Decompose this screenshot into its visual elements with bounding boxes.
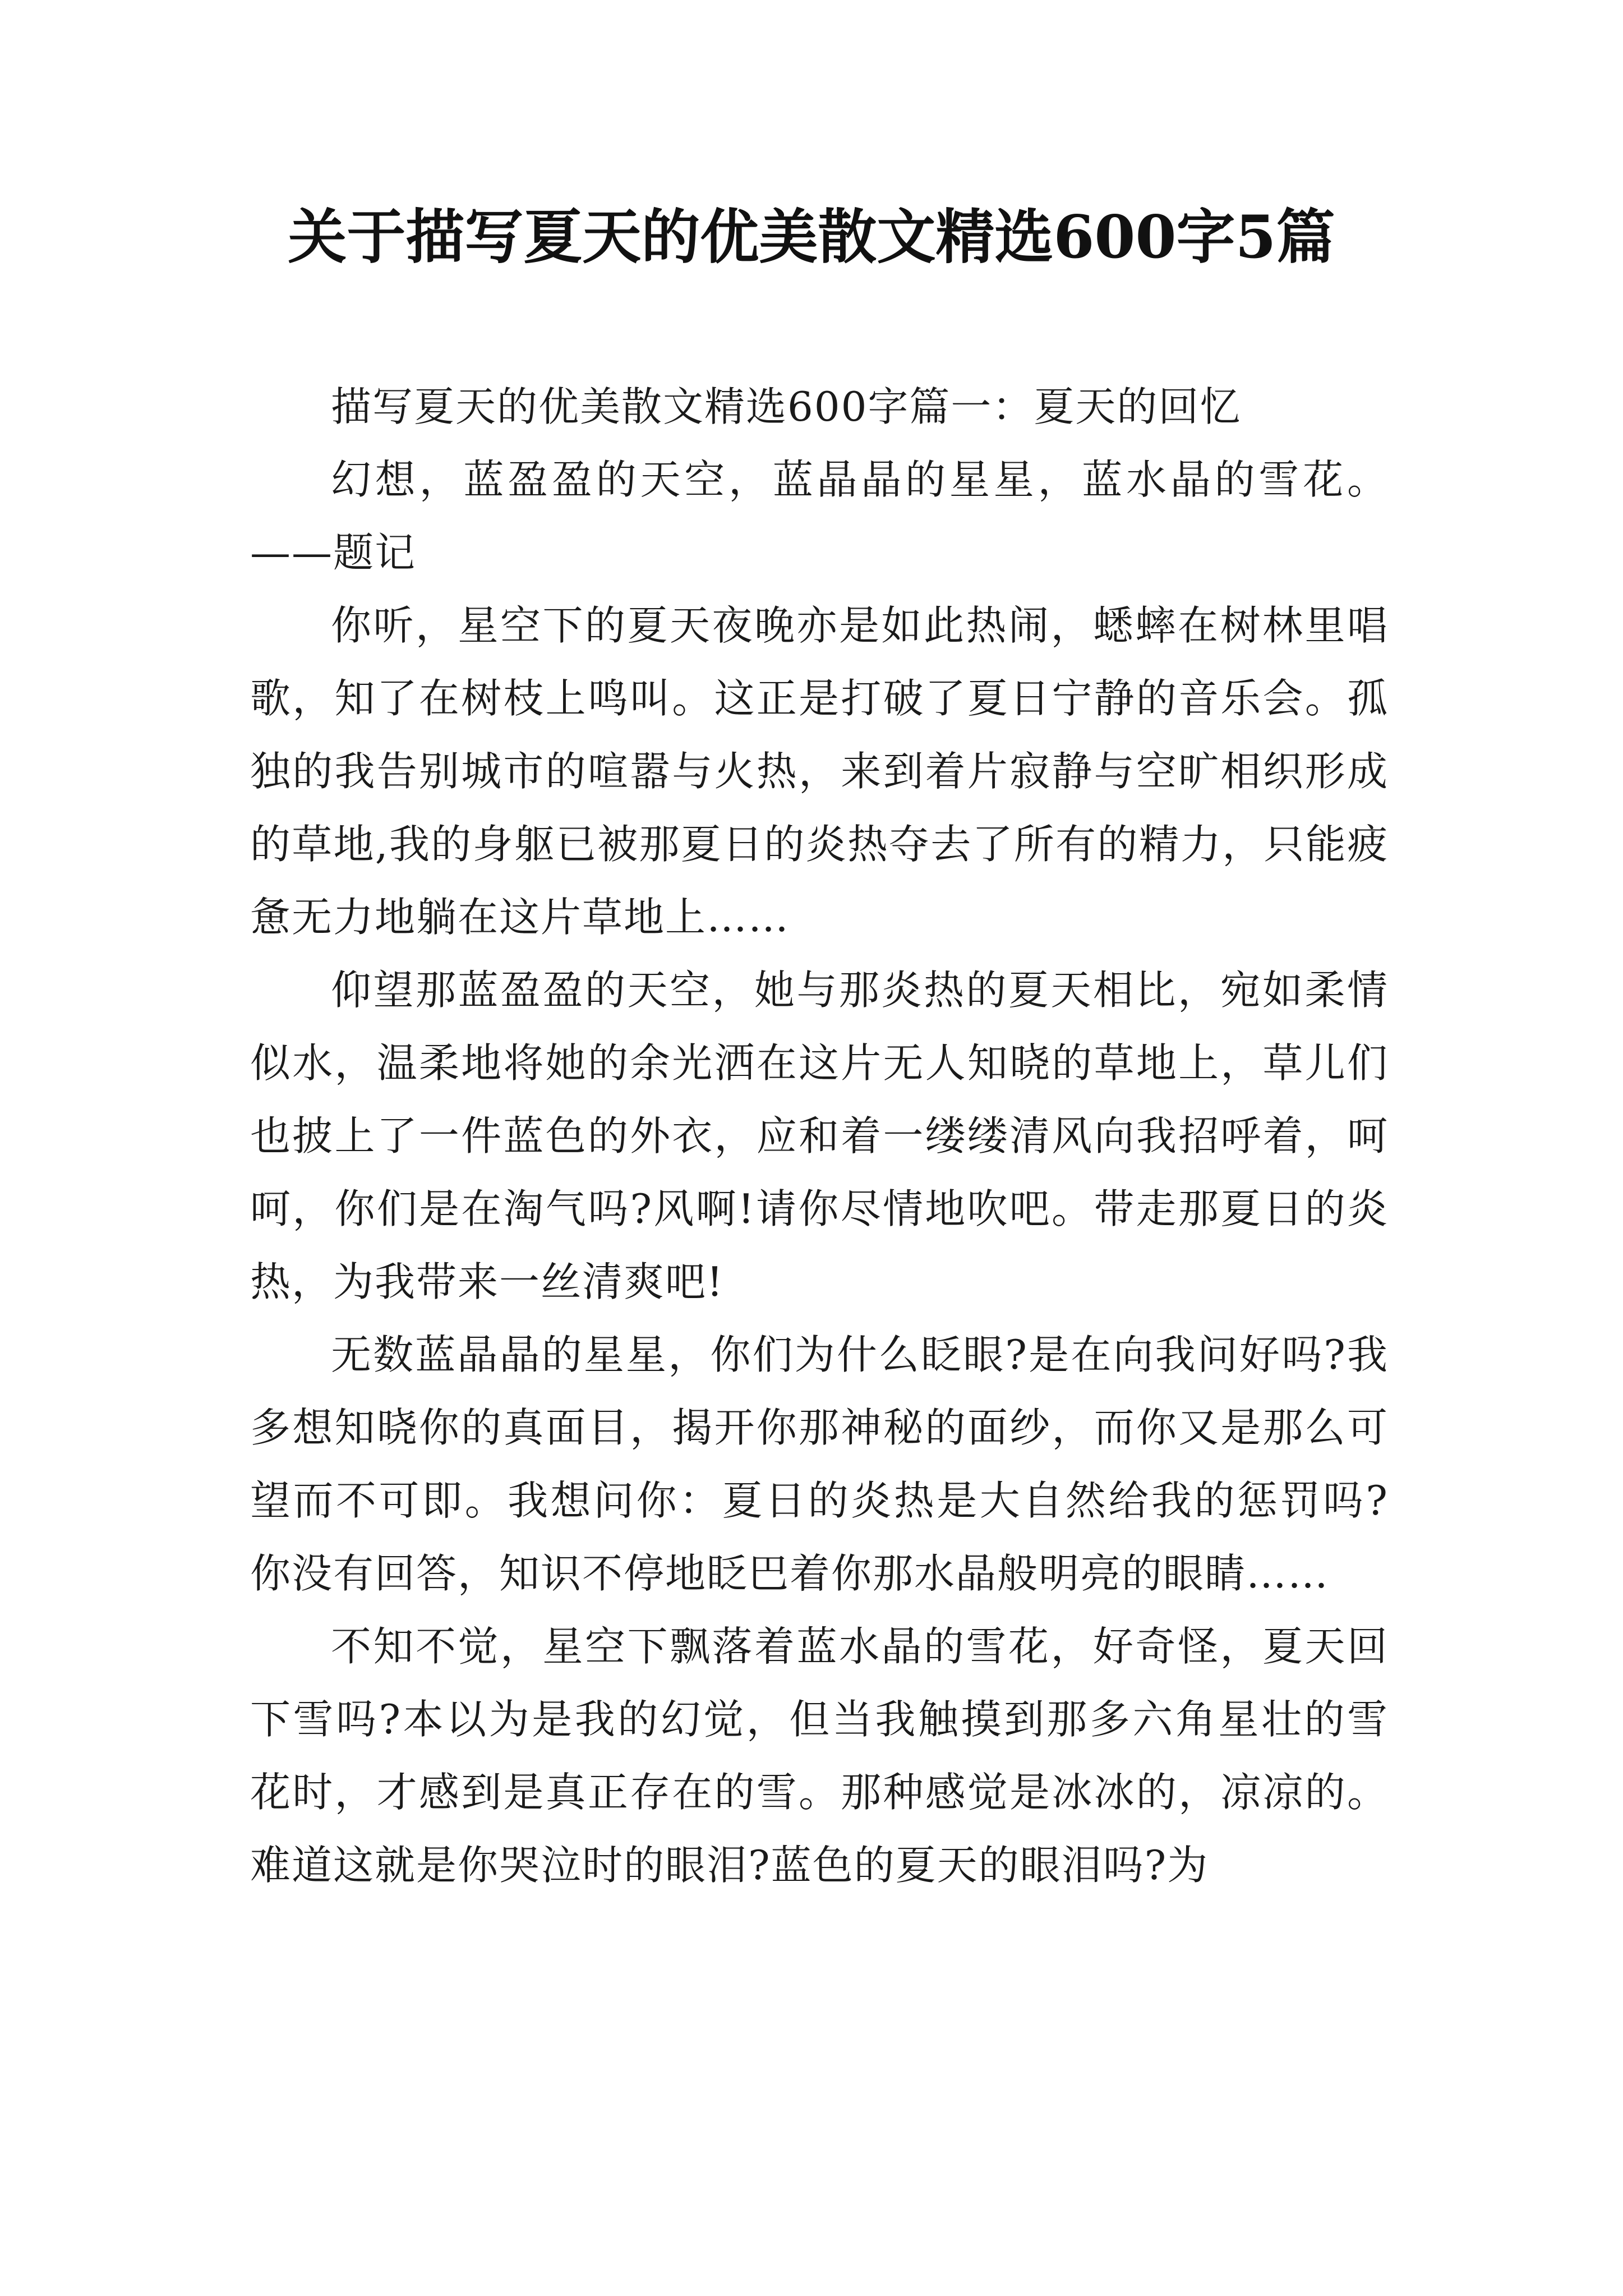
document-title: 关于描写夏天的优美散文精选600字5篇	[288, 202, 1335, 272]
paragraph: 仰望那蓝盈盈的天空，她与那炎热的夏天相比，宛如柔情似水，温柔地将她的余光洒在这片无人知晓的草地上，草儿们也披上了一件蓝色的外衣，应和着一缕缕清风向我招呼着，呵呵，你们是在淘气吗?风啊!请你尽情地吹吧。带走那夏日的炎热，为我带来一丝清爽吧!	[250, 967, 1389, 1305]
paragraph: 无数蓝晶晶的星星，你们为什么眨眼?是在向我问好吗?我多想知晓你的真面目，揭开你那神秘的面纱，而你又是那么可望而不可即。我想问你：夏日的炎热是大自然给我的惩罚吗?你没有回答，知识不停地眨巴着你那水晶般明亮的眼睛……	[250, 1331, 1389, 1597]
paragraph: 你听，星空下的夏天夜晚亦是如此热闹，蟋蟀在树林里唱歌，知了在树枝上鸣叫。这正是打破了夏日宁静的音乐会。孤独的我告别城市的喧嚣与火热，来到着片寂静与空旷相织形成的草地,我的身躯已被那夏日的炎热夺去了所有的精力，只能疲惫无力地躺在这片草地上……	[250, 602, 1389, 941]
section-heading: 描写夏天的优美散文精选600字篇一：夏天的回忆	[331, 383, 1242, 430]
epigraph: 幻想，蓝盈盈的天空，蓝晶晶的星星，蓝水晶的雪花。——题记	[250, 456, 1389, 576]
paragraph: 不知不觉，星空下飘落着蓝水晶的雪花，好奇怪，夏天回下雪吗?本以为是我的幻觉，但当我触摸到那多六角星壮的雪花时，才感到是真正存在的雪。那种感觉是冰冰的，凉凉的。难道这就是你哭泣时的眼泪?蓝色的夏天的眼泪吗?为	[250, 1623, 1389, 1889]
document-body	[250, 370, 1389, 1902]
